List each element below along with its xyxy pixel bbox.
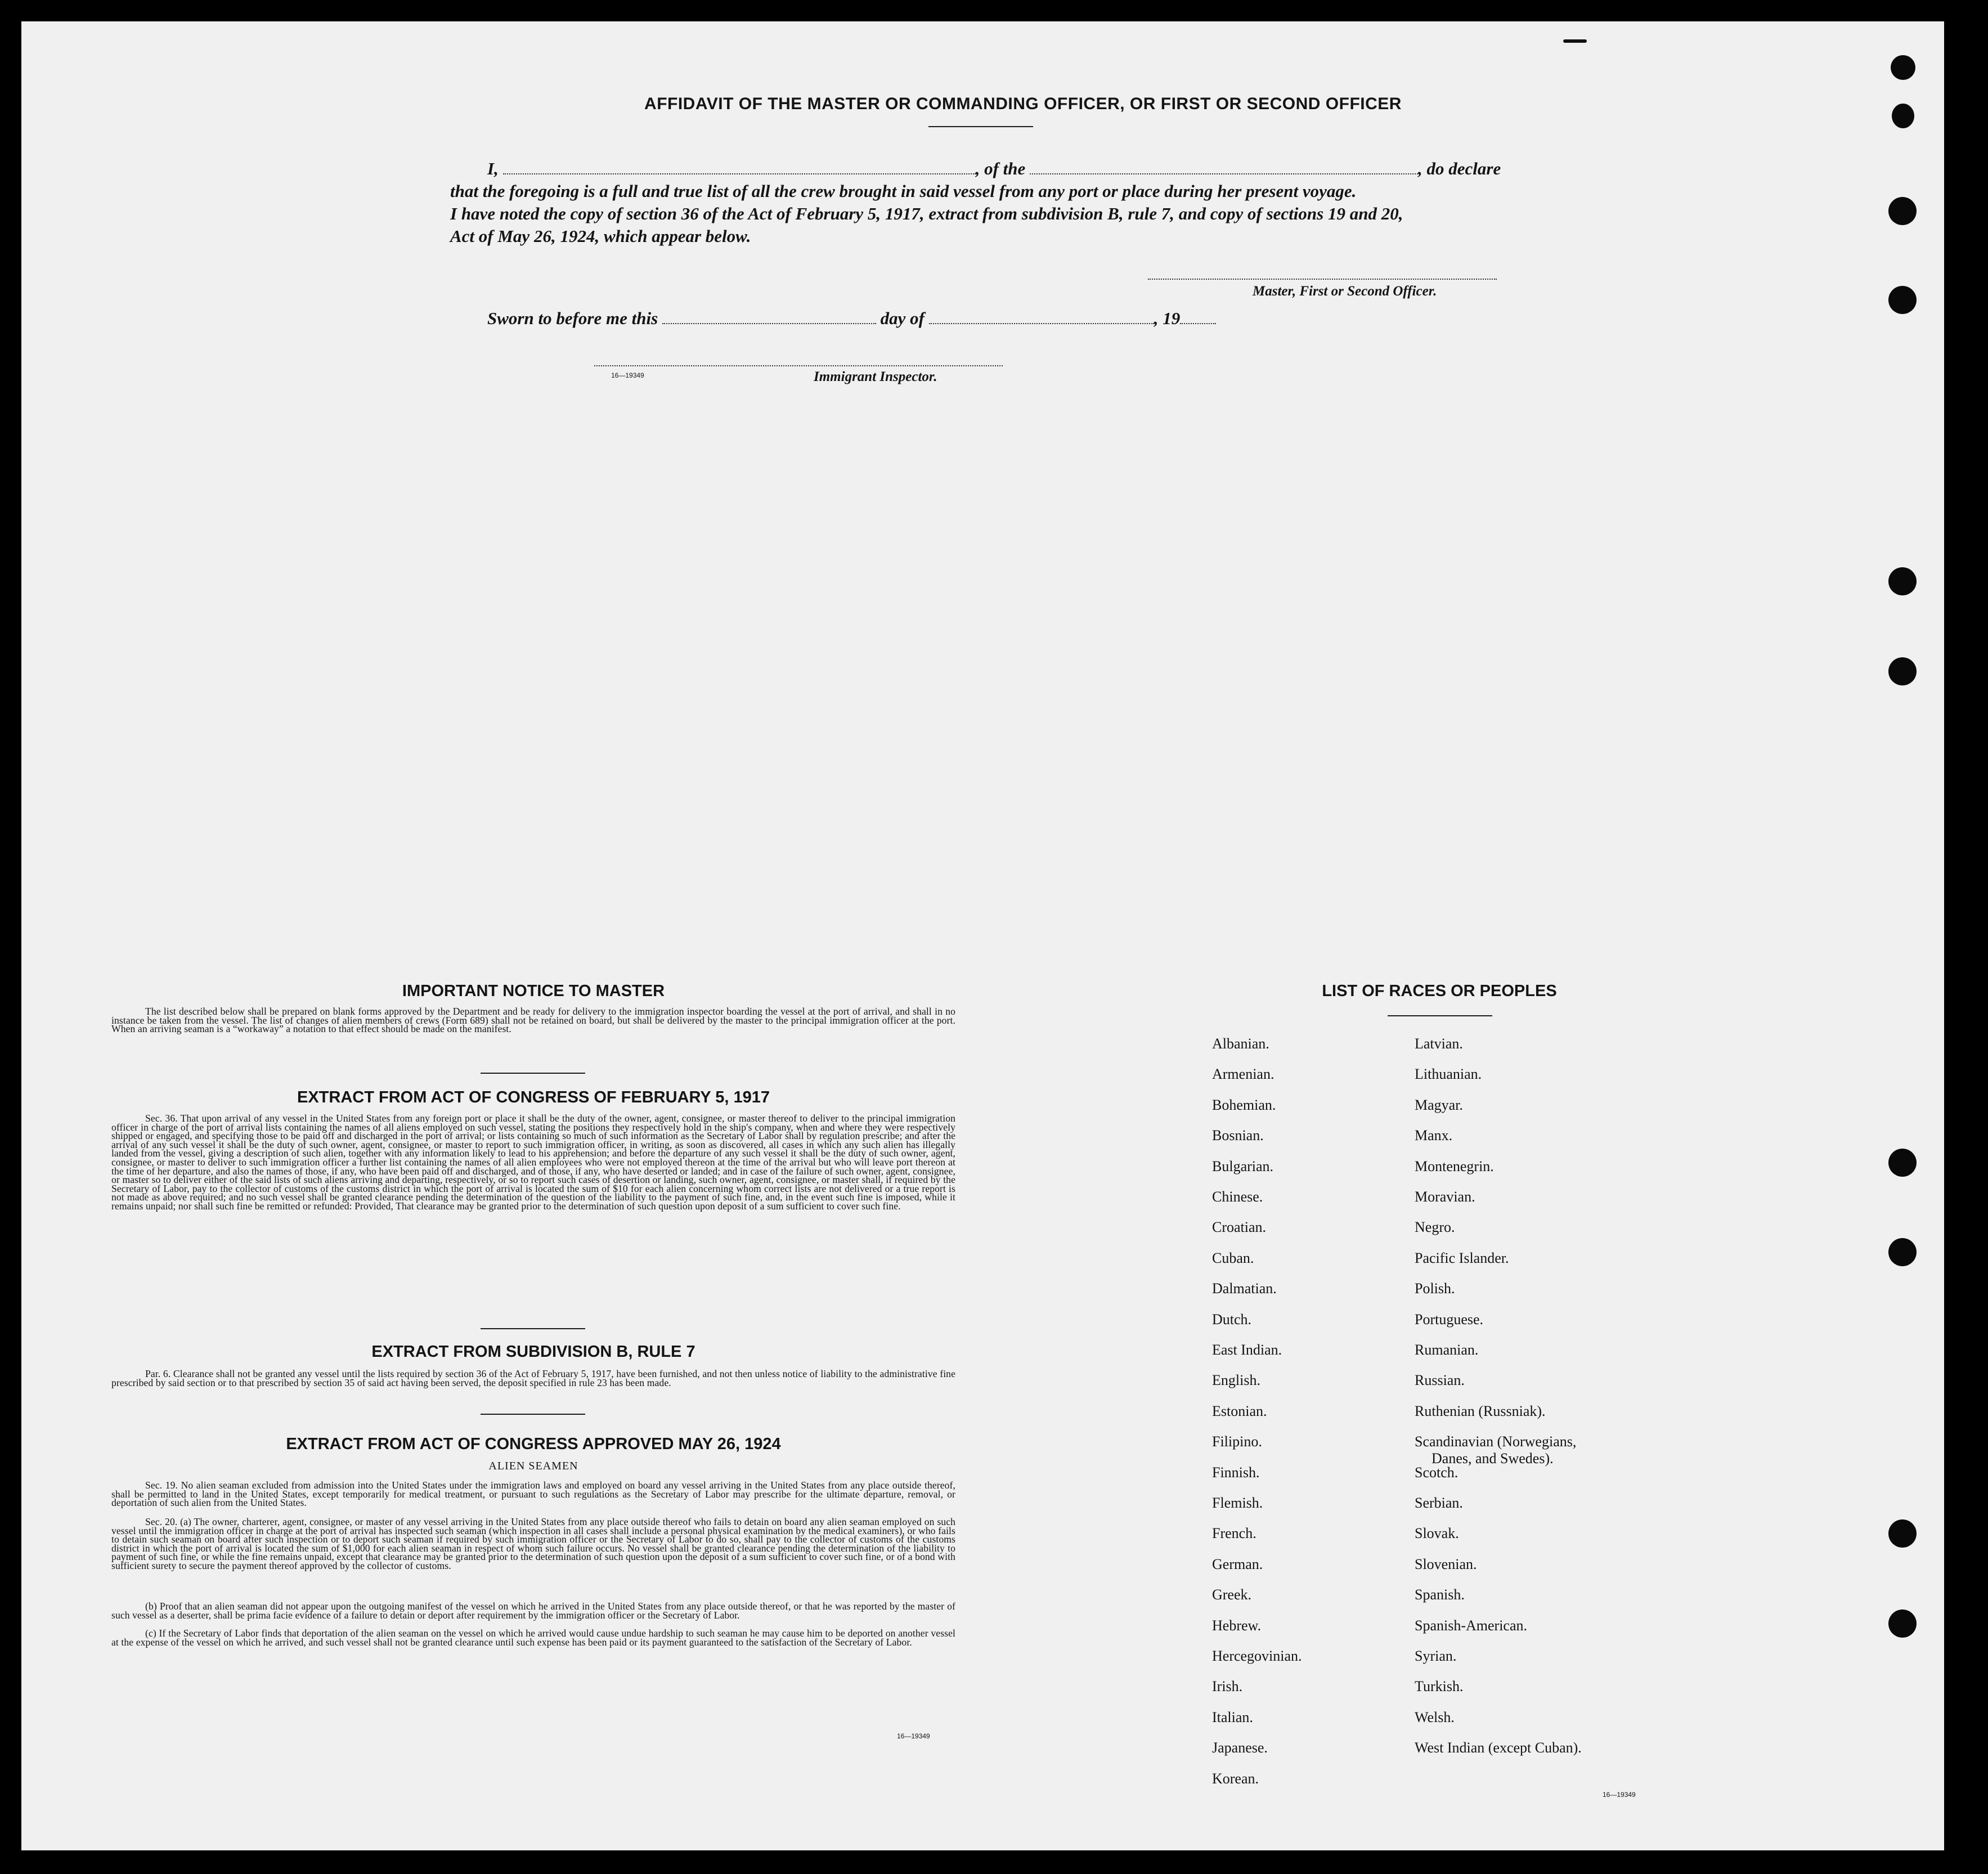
sec-20b-text: (b) Proof that an alien seaman did not appear upon the outgoing manifest of the vessel on which he arrived in the United States from any place outside thereof, or that he was reported by the master of such vessel as a deserter, shall be prima facie evidence of a failure to detain or deport after requirement by the immigration officer or the Secretary of Labor. — [111, 1600, 955, 1621]
race-item: Scotch. — [1415, 1464, 1459, 1481]
sworn-prefix: Sworn to before me this — [487, 308, 658, 328]
race-item: Dalmatian. — [1212, 1280, 1277, 1297]
race-item: Portuguese. — [1415, 1311, 1484, 1328]
race-item: Korean. — [1212, 1770, 1259, 1787]
race-item: Magyar. — [1415, 1096, 1463, 1113]
race-item: Croatian. — [1212, 1219, 1267, 1236]
race-item: Chinese. — [1212, 1189, 1263, 1205]
affidavit-title: AFFIDAVIT OF THE MASTER OR COMMANDING OFFICER, OR FIRST OR SECOND OFFICER — [644, 95, 1402, 113]
punch-hole — [1888, 1519, 1917, 1548]
race-item: Estonian. — [1212, 1402, 1267, 1419]
affidavit-i: I, — [487, 159, 499, 178]
sworn-day-of: day of — [880, 308, 925, 328]
alien-seamen-subtitle: ALIEN SEAMEN — [488, 1460, 578, 1472]
race-item: East Indian. — [1212, 1342, 1282, 1358]
punch-hole — [1888, 567, 1917, 595]
extract-1917-title: EXTRACT FROM ACT OF CONGRESS OF FEBRUARY 5, 1917 — [297, 1088, 770, 1106]
race-item: Japanese. — [1212, 1739, 1268, 1756]
section-rule — [481, 1328, 585, 1329]
race-item: Manx. — [1415, 1127, 1453, 1144]
race-item: Welsh. — [1415, 1709, 1455, 1725]
race-item: Russian. — [1415, 1372, 1465, 1389]
race-item: Spanish-American. — [1415, 1617, 1528, 1634]
race-item: Armenian. — [1212, 1066, 1275, 1083]
vessel-field[interactable] — [1030, 161, 1418, 174]
title-rule — [928, 126, 1033, 127]
form-code: 16—19349 — [611, 371, 644, 379]
race-item: Latvian. — [1415, 1035, 1463, 1052]
punch-hole — [1888, 657, 1917, 685]
race-item: Lithuanian. — [1415, 1066, 1482, 1083]
affidavit-do-declare: , do declare — [1418, 159, 1501, 178]
affidavit-line-1 — [487, 159, 1501, 179]
race-item: Bosnian. — [1212, 1127, 1264, 1144]
notice-text: The list described below shall be prepared on blank forms approved by the Department and be ready for delivery to the immigration inspector boarding the vessel at the port of arrival, and shall in no instance be taken from the vessel. The list of changes of alien members of crews (Form 689) shall not be retained on board, but shall be delivered by the master to the principal immigration officer at the port. When an arriving seaman is a “workaway” a notation to that effect should be made on the manifest. — [111, 1006, 955, 1035]
race-item: Albanian. — [1212, 1035, 1269, 1052]
punch-hole — [1892, 104, 1914, 128]
race-item: Ruthenian (Russniak). — [1415, 1402, 1546, 1419]
section-rule — [481, 1414, 585, 1415]
section-rule — [1388, 1015, 1492, 1016]
sworn-line — [487, 308, 1216, 329]
master-signature-label: Master, First or Second Officer. — [1253, 284, 1437, 299]
race-item: Serbian. — [1415, 1495, 1463, 1511]
sworn-year: , 19 — [1154, 308, 1181, 328]
races-title: LIST OF RACES OR PEOPLES — [1322, 982, 1557, 1000]
affidavit-of-the: , of the — [975, 159, 1026, 178]
extract-rule7-title: EXTRACT FROM SUBDIVISION B, RULE 7 — [371, 1343, 695, 1361]
sec-20c-text: (c) If the Secretary of Labor finds that deportation of the alien seaman on the vessel on which he arrived would cause undue hardship to such seaman he may cause him to be deported on another vessel at the expense of the vessel on which he arrived, and such vessel shall not be granted clearance until such expense has been paid or its payment guaranteed to the satisfaction of the Secretary of Labor. — [111, 1628, 955, 1648]
punch-hole — [1891, 55, 1915, 80]
race-item: Negro. — [1415, 1219, 1455, 1236]
race-item: Montenegrin. — [1415, 1158, 1494, 1174]
race-item: Scandinavian (Norwegians, — [1415, 1433, 1577, 1450]
race-item: Pacific Islander. — [1415, 1249, 1509, 1266]
race-item: German. — [1212, 1555, 1263, 1572]
sec-19-text: Sec. 19. No alien seaman excluded from admission into the United States under the immigration laws and employed on board any vessel arriving in the United States from any place outside thereof, shall be permitted to land in the United States, except temporarily for medical treatment, or pursuant to such regulations as the Secretary of Labor may prescribe for the ultimate departure, removal, or deportation of such alien from the United States. — [111, 1480, 955, 1509]
sworn-year-field[interactable] — [1180, 311, 1216, 324]
punch-hole — [1888, 197, 1917, 225]
punch-hole — [1888, 1149, 1917, 1177]
race-item: Bulgarian. — [1212, 1158, 1274, 1174]
race-item: Finnish. — [1212, 1464, 1260, 1481]
affidavit-line-4: Act of May 26, 1924, which appear below. — [450, 226, 751, 246]
race-item: Danes, and Swedes). — [1431, 1450, 1554, 1467]
race-item: Filipino. — [1212, 1433, 1262, 1450]
name-field[interactable] — [503, 161, 976, 174]
sec-20a-text: Sec. 20. (a) The owner, charterer, agent, consignee, or master of any vessel arriving in the United States from any place outside thereof who fails to detain on board any alien seaman employed on such vessel until the immigration officer in charge at the port of arrival has inspected such seaman (which inspection in all cases shall include a personal physical examination by the medical examiners), or who fails to detain such seaman on board after such inspection or to deport such seaman if required by such immigration officer or the Secretary of Labor to do so, shall pay to the collector of customs of the customs district in which the port of arrival is located the sum of $1,000 for each alien seaman in respect of whom such failure occurs. No vessel shall be granted clearance pending the determination of the liability to payment of such fine, or while the fine remains unpaid, except that clearance may be granted prior to the determination of such question upon the deposit of a sum sufficient to cover such fine, or of a bond with sufficient surety to secure the payment thereof approved by the collector of customs. — [111, 1516, 955, 1571]
race-item: Cuban. — [1212, 1249, 1254, 1266]
race-item: Flemish. — [1212, 1495, 1263, 1511]
punch-hole — [1888, 1238, 1917, 1266]
race-item: Slovenian. — [1415, 1555, 1477, 1572]
race-item: French. — [1212, 1525, 1256, 1542]
race-item: Dutch. — [1212, 1311, 1252, 1328]
document-page — [21, 21, 1944, 1850]
race-item: Irish. — [1212, 1678, 1243, 1695]
ink-mark — [1563, 39, 1587, 43]
extract-rule7-text: Par. 6. Clearance shall not be granted any vessel until the lists required by section 36 of the Act of February 5, 1917, have been furnished, and not then unless notice of liability to the administrative fine prescribed by said section or to that prescribed by section 35 of said act having been served, the deposit specified in rule 23 has been made. — [111, 1368, 955, 1388]
affidavit-line-2: that the foregoing is a full and true list of all the crew brought in said vessel from any port or place during her present voyage. — [450, 181, 1357, 201]
form-code: 16—19349 — [897, 1732, 930, 1740]
race-item: Moravian. — [1415, 1189, 1475, 1205]
master-signature-line[interactable] — [1148, 279, 1497, 280]
inspector-signature-line[interactable] — [594, 365, 1003, 366]
punch-hole — [1888, 1610, 1917, 1638]
form-code: 16—19349 — [1603, 1791, 1636, 1799]
race-item: Italian. — [1212, 1709, 1253, 1725]
race-item: Polish. — [1415, 1280, 1455, 1297]
punch-hole — [1888, 286, 1917, 314]
race-item: Hebrew. — [1212, 1617, 1262, 1634]
inspector-label: Immigrant Inspector. — [814, 369, 937, 384]
race-item: Spanish. — [1415, 1586, 1465, 1603]
race-item: Bohemian. — [1212, 1096, 1276, 1113]
race-item: Hercegovinian. — [1212, 1648, 1302, 1664]
section-rule — [481, 1073, 585, 1074]
race-item: English. — [1212, 1372, 1260, 1389]
extract-1917-text: Sec. 36. That upon arrival of any vessel in the United States from any foreign port or place it shall be the duty of the owner, agent, consignee, or master thereof to deliver to the principal immigration officer in charge of the port of arrival lists containing the names of all aliens employed on such vessel, stating the positions they respectively hold in the ship's company, when and where they were respectively shipped or engaged, and specifying those to be paid off and discharged in the port of arrival; or lists containing so much of such information as the Secretary of Labor shall by regulation prescribe; and after the arrival of any such vessel it shall be the duty of such owner, agent, consignee, or master to report to such immigration officer, in writing, as soon as discovered, all cases in which any such alien has illegally landed from the vessel, giving a description of such alien, together with any information likely to lead to his apprehension; and before the departure of any such vessel it shall be the duty of such owner, agent, consignee, or master to deliver to such immigration officer a further list containing the names of all alien employees who were not employed thereon at the time of the arrival but who will leave port thereon at the time of her departure, and also the names of those, if any, who have been paid off and discharged, and of those, if any, who have deserted or landed; and in case of the failure of such owner, agent, consignee, or master so to deliver either of the said lists of such aliens arriving and departing, respectively, or so to report such cases of desertion or landing, such owner, agent, consignee, or master shall, if required by the Secretary of Labor, pay to the collector of customs of the customs district in which the port of arrival is located the sum of $10 for each alien concerning whom correct lists are not delivered or a true report is not made as above required; and no such vessel shall be granted clearance pending the determination of the question of the liability to the payment of such fine, and, in the event such fine is imposed, while it remains unpaid; nor shall such fine be remitted or refunded: Provided, That clearance may be granted prior to the determination of such question upon deposit of a sum sufficient to cover such fine. — [111, 1113, 955, 1212]
sworn-month-field[interactable] — [929, 311, 1154, 324]
race-item: West Indian (except Cuban). — [1415, 1739, 1582, 1756]
extract-1924-title: EXTRACT FROM ACT OF CONGRESS APPROVED MAY 26, 1924 — [286, 1435, 781, 1453]
race-item: Rumanian. — [1415, 1342, 1479, 1358]
notice-title: IMPORTANT NOTICE TO MASTER — [402, 982, 665, 1000]
race-item: Greek. — [1212, 1586, 1252, 1603]
sworn-day-field[interactable] — [662, 311, 876, 324]
race-item: Slovak. — [1415, 1525, 1459, 1542]
affidavit-line-3: I have noted the copy of section 36 of the Act of February 5, 1917, extract from subdivision B, rule 7, and copy of sections 19 and 20, — [450, 204, 1403, 223]
race-item: Syrian. — [1415, 1648, 1457, 1664]
race-item: Turkish. — [1415, 1678, 1464, 1695]
